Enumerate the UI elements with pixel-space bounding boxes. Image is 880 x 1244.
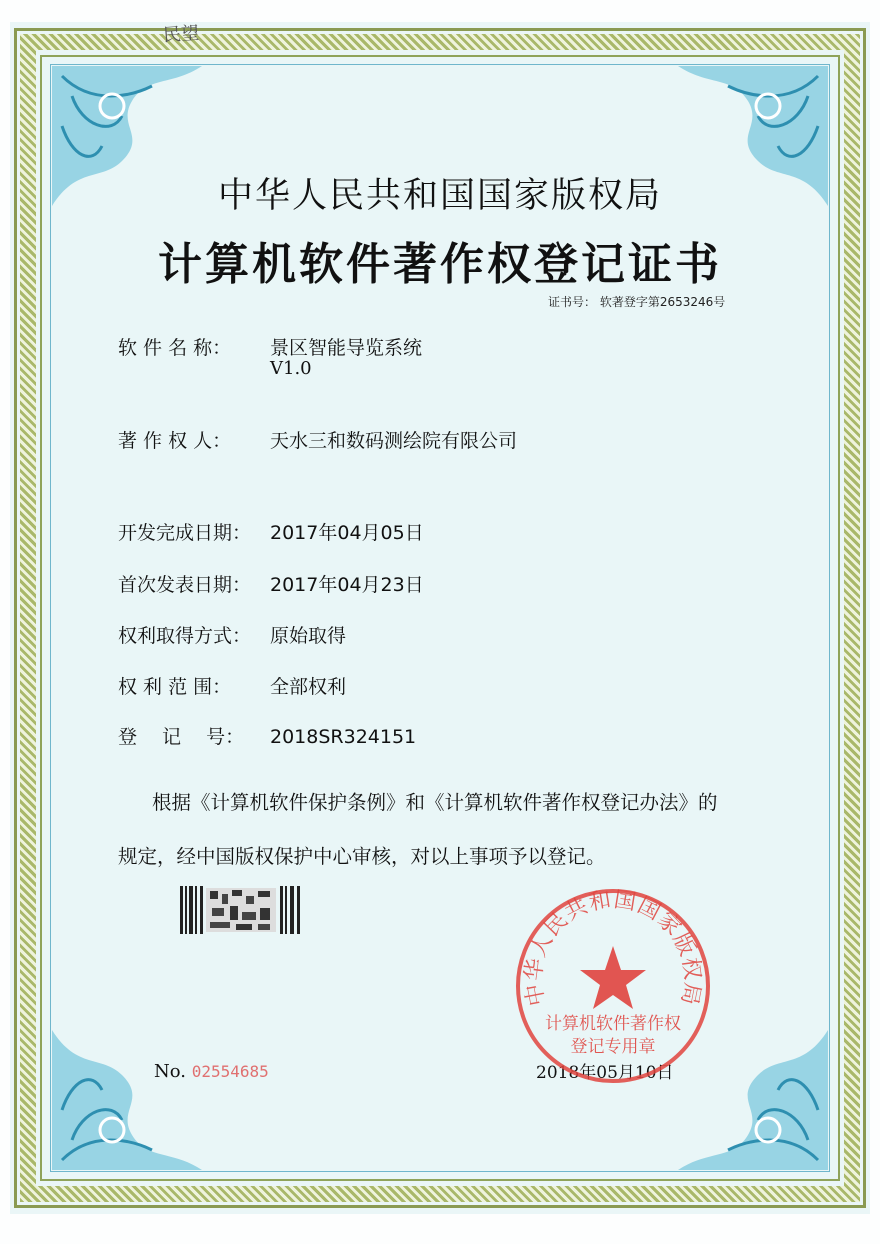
certificate-title: 计算机软件著作权登记证书 <box>158 239 722 290</box>
serial-number <box>154 1061 269 1082</box>
serial-number-value: 02554685 <box>191 1062 269 1081</box>
seal-line-2: 登记专用章 <box>570 1037 656 1057</box>
pub-date-label: 首次发表日期： <box>118 574 252 596</box>
seal-star-icon <box>580 946 646 1009</box>
registration-label: 登 记 号： <box>118 726 245 748</box>
statement-line-1: 根据《计算机软件保护条例》和《计算机软件著作权登记办法》的 <box>152 791 718 814</box>
scope-value: 全部权利 <box>270 676 347 698</box>
scope-row <box>118 672 346 699</box>
registration-row <box>118 722 416 749</box>
issue-date: 2018年05月10日 <box>536 1063 674 1083</box>
handwritten-note: 民望 <box>162 22 200 47</box>
software-name-value: 景区智能导览系统 <box>270 337 423 359</box>
software-name-row <box>118 333 422 360</box>
corner-ornament-bottom-left <box>52 1020 222 1170</box>
issuer-title: 中华人民共和国国家版权局 <box>217 176 662 216</box>
acquire-row <box>118 621 346 648</box>
scope-label: 权 利 范 围： <box>118 676 232 698</box>
owner-label: 著 作 权 人： <box>118 430 232 452</box>
dev-date-value: 2017年04月05日 <box>270 522 424 544</box>
serial-number-label: No. <box>154 1061 186 1082</box>
owner-row <box>118 426 517 453</box>
acquire-value: 原始取得 <box>270 625 347 647</box>
statement-line-2: 规定，经中国版权保护中心审核，对以上事项予以登记。 <box>118 845 606 868</box>
dev-date-row <box>118 518 424 545</box>
version-value: V1.0 <box>270 358 312 379</box>
owner-value: 天水三和数码测绘院有限公司 <box>270 430 518 452</box>
dev-date-label: 开发完成日期： <box>118 522 252 544</box>
certificate-number: 证书号： 软著登字第2653246号 <box>548 295 726 309</box>
registration-value: 2018SR324151 <box>270 726 417 748</box>
seal-line-1: 计算机软件著作权 <box>545 1014 681 1034</box>
pub-date-value: 2017年04月23日 <box>270 574 424 596</box>
software-name-label: 软 件 名 称： <box>118 337 232 359</box>
barcode <box>180 886 302 934</box>
acquire-label: 权利取得方式： <box>118 625 252 647</box>
seal-ring-text: 中华人民共和国国家版权局 <box>521 887 705 1008</box>
official-seal <box>513 886 713 1086</box>
pub-date-row <box>118 570 424 597</box>
